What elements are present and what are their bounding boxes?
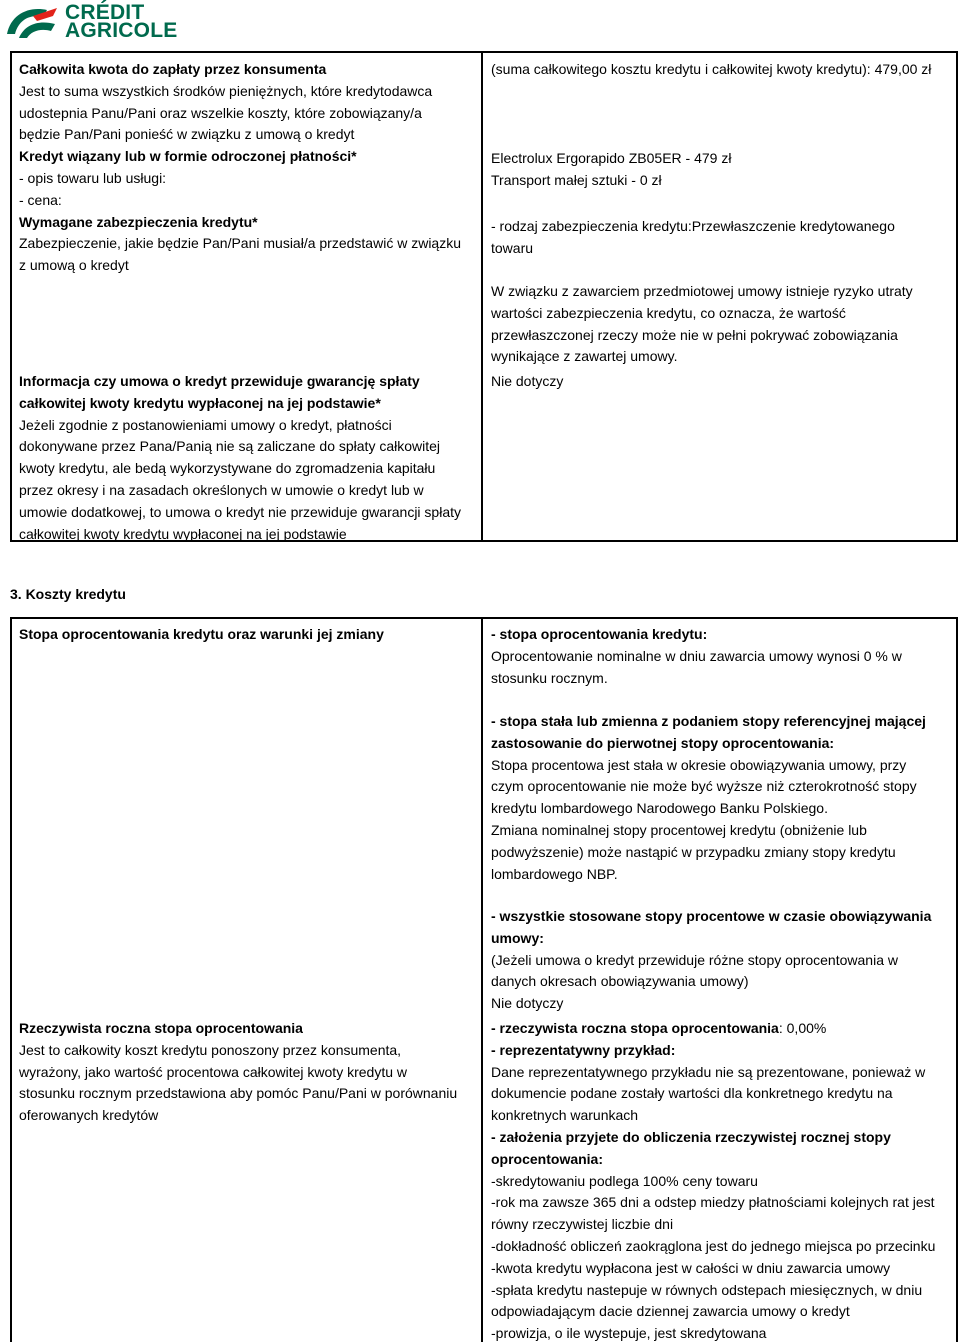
all-desc-line: (Jeżeli umowa o kredyt przewiduje różne stopy oprocentowania w	[491, 951, 898, 968]
assumption-line: odpowiadającym dacie dziennej zawarcia umowy o kredyt	[491, 1303, 850, 1320]
assumption-line: -skredytowaniu podlega 100% ceny towaru	[491, 1172, 758, 1189]
fixed-desc-line: lombardowego NBP.	[491, 865, 618, 882]
table2-right-rate	[491, 624, 953, 689]
risk-line: przewłaszczonej rzeczy może nie w pełni pokrywać zobowiązania	[491, 326, 898, 343]
table2-border-right	[956, 617, 958, 1342]
linked-credit-desc-line: - opis towaru lub usługi:	[19, 169, 167, 186]
apr-label: - rzeczywista roczna stopa oprocentowania	[491, 1020, 779, 1036]
rate-label: - stopa oprocentowania kredytu:	[491, 626, 708, 642]
assumptions-title-line: oprocentowania:	[491, 1150, 604, 1167]
rate-desc-line: Oprocentowanie nominalne w dniu zawarcia umowy wynosi 0 % w	[491, 647, 902, 664]
total-amount-value: (suma całkowitego kosztu kredytu i całkowitej kwoty kredytu): 479,00 zł	[491, 61, 932, 77]
table1-left-guarantee	[19, 371, 479, 545]
rate-title: Stopa oprocentowania kredytu oraz warunki jej zmiany	[19, 626, 384, 642]
all-title-line: umowy:	[491, 929, 544, 946]
apr-desc-line: oferowanych kredytów	[19, 1107, 159, 1124]
all-desc-line: danych okresach obowiązywania umowy)	[491, 973, 749, 990]
table2-border-top	[10, 617, 958, 619]
table2-left-rate	[19, 624, 479, 646]
fixed-desc-line: podwyższenie) może nastąpić w przypadku zmiany stopy kredytu	[491, 843, 896, 860]
apr-desc-line: stosunku rocznym przedstawiona aby pomóc Panu/Pani w porównaniu	[19, 1085, 458, 1102]
table1-right-security	[491, 216, 953, 260]
guarantee-desc-line: kwoty kredytu, ale bedą wykorzystywane do zgromadzenia kapitału	[19, 460, 436, 477]
apr-desc-line: wyrażony, jako wartość procentowa całkowitej kwoty kredytu w	[19, 1063, 408, 1080]
total-amount-desc-line: będzie Pan/Pani ponieść w związku z umową o kredyt	[19, 126, 355, 143]
guarantee-desc-line: przez okresy i na zasadach określonych w umowie o kredyt lub w	[19, 481, 424, 498]
risk-line: wynikające z zawartej umowy.	[491, 348, 678, 365]
assumption-line: -prowizja, o ile wystepuje, jest skredytowana	[491, 1325, 767, 1342]
fixed-title-line: zastosowanie do pierwotnej stopy oprocentowania:	[491, 734, 835, 751]
table1-border-top	[10, 51, 958, 53]
security-value-line: towaru	[491, 239, 534, 256]
assumption-line: -spłata kredytu nastepuje w równych odstepach miesięcznych, w dniu	[491, 1281, 923, 1298]
table2-right-apr	[491, 1018, 953, 1342]
total-amount-desc-line: udostepnia Panu/Pani oraz wszelkie koszty, które zobowiązany/a	[19, 104, 422, 121]
table1-border-right	[956, 51, 958, 542]
guarantee-value: Nie dotyczy	[491, 373, 564, 389]
guarantee-desc-line: umowie dodatkowej, to umowa o kredyt nie przewiduje gwarancji spłaty	[19, 503, 461, 520]
linked-credit-title: Kredyt wiązany lub w formie odroczonej płatności*	[19, 148, 357, 165]
table1-left-column	[19, 59, 479, 277]
table1-border-left	[10, 51, 12, 542]
example-label: - reprezentatywny przykład:	[491, 1041, 676, 1058]
all-title-line: - wszystkie stosowane stopy procentowe w czasie obowiązywania	[491, 908, 932, 924]
product-line: Transport małej sztuki - 0 zł	[491, 171, 662, 188]
fixed-desc-line: Stopa procentowa jest stała w okresie obowiązywania umowy, przy	[491, 756, 907, 773]
table2-left-apr	[19, 1018, 479, 1127]
assumption-line: -kwota kredytu wypłacona jest w całości w dniu zawarcia umowy	[491, 1259, 891, 1276]
risk-line: wartości zabezpieczenia kredytu, co oznacza, że wartość	[491, 304, 846, 321]
linked-credit-desc-line: - cena:	[19, 191, 62, 208]
total-amount-desc-line: Jest to suma wszystkich środków pieniężnych, które kredytodawca	[19, 82, 433, 99]
table1-border-middle	[481, 51, 483, 542]
assumption-line: -rok ma zawsze 365 dni a odstep miedzy płatnościami kolejnych rat jest	[491, 1194, 935, 1211]
assumptions-title-line: - założenia przyjete do obliczenia rzeczywistej rocznej stopy	[491, 1128, 891, 1145]
guarantee-desc-line: dokonywane przez Pana/Panią nie są zaliczane do spłaty całkowitej	[19, 438, 441, 455]
security-title: Wymagane zabezpieczenia kredytu*	[19, 213, 258, 230]
table1-right-risk	[491, 281, 953, 368]
table2-right-all	[491, 906, 953, 1015]
example-desc-line: dokumencie podane zostały wartości dla konkretnego kredytu na	[491, 1085, 893, 1102]
assumption-line: -dokładność obliczeń zaokrąglona jest do jednego miejsca po przecinku	[491, 1237, 936, 1254]
guarantee-title-line: Informacja czy umowa o kredyt przewiduje gwarancję spłaty	[19, 373, 420, 389]
table2-right-fixed	[491, 711, 953, 885]
example-desc-line: konkretnych warunkach	[491, 1107, 639, 1124]
fixed-desc-line: kredytu lombardowego Narodowego Banku Polskiego.	[491, 800, 828, 817]
product-line: Electrolux Ergorapido ZB05ER - 479 zł	[491, 150, 732, 166]
apr-desc-line: Jest to całkowity koszt kredytu ponoszony przez konsumenta,	[19, 1041, 402, 1058]
security-desc-line: Zabezpieczenie, jakie będzie Pan/Pani musiał/a przedstawić w związku	[19, 235, 461, 252]
logo-line-1: CRÉDIT	[65, 1, 145, 24]
logo-line-2: AGRICOLE	[65, 19, 178, 42]
guarantee-desc-line: Jeżeli zgodnie z postanowieniami umowy o kredyt, płatności	[19, 416, 392, 433]
credit-agricole-logo-icon	[3, 4, 59, 42]
fixed-desc-line: czym oprocentowanie nie może być wyższe niż czterokrotność stopy	[491, 778, 917, 795]
all-desc-line: Nie dotyczy	[491, 995, 564, 1012]
fixed-title-line: - stopa stała lub zmienna z podaniem stopy referencyjnej mającej	[491, 713, 926, 729]
table2-border-left	[10, 617, 12, 1342]
rate-desc-line: stosunku rocznym.	[491, 669, 608, 686]
credit-agricole-logo	[3, 1, 193, 42]
security-desc-line: z umową o kredyt	[19, 257, 129, 274]
risk-line: W związku z zawarciem przedmiotowej umowy istnieje ryzyko utraty	[491, 283, 913, 299]
guarantee-title-line: całkowitej kwoty kredytu wypłaconej na jej podstawie*	[19, 394, 381, 411]
security-value-line: - rodzaj zabezpieczenia kredytu:Przewłaszczenie kredytowanego	[491, 218, 895, 234]
assumption-line: równy rzeczywistej liczbie dni	[491, 1216, 674, 1233]
table1-right-guarantee	[491, 371, 953, 393]
table1-right-total	[491, 59, 953, 81]
example-desc-line: Dane reprezentatywnego przykładu nie są prezentowane, ponieważ w	[491, 1063, 926, 1080]
apr-title: Rzeczywista roczna stopa oprocentowania	[19, 1020, 303, 1036]
table1-right-product	[491, 148, 953, 192]
section-heading: 3. Koszty kredytu	[10, 586, 126, 602]
table2-border-middle	[481, 617, 483, 1342]
apr-row	[491, 1018, 953, 1040]
total-amount-title: Całkowita kwota do zapłaty przez konsumenta	[19, 61, 327, 77]
guarantee-desc-line: całkowitej kwoty kredytu wypłaconej na jej podstawie	[19, 525, 347, 542]
apr-value: : 0,00%	[778, 1020, 827, 1036]
fixed-desc-line: Zmiana nominalnej stopy procentowej kredytu (obniżenie lub	[491, 821, 867, 838]
